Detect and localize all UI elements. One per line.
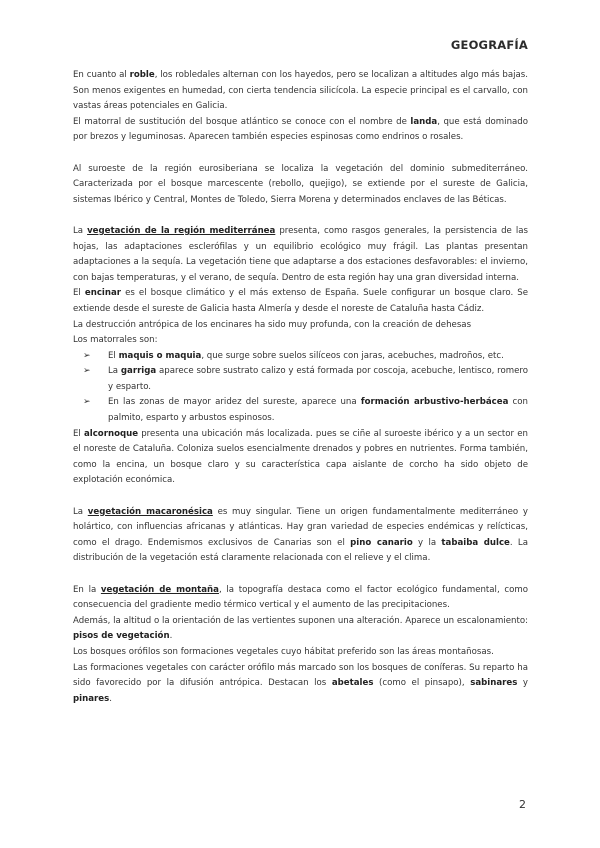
text: La bbox=[73, 506, 88, 517]
term-alcornoque: alcornoque bbox=[83, 428, 139, 439]
paragraph-coniferas bbox=[73, 661, 528, 708]
text: es el bosque climático y el más extenso de España. Suele configurar un bosque claro. Se extiende desde el sureste de Galicia hasta Almería y desde el noreste de Cataluña hasta Cádiz. bbox=[73, 288, 528, 314]
text: Al suroeste de la región eurosiberiana se localiza la vegetación del dominio submediterráneo. Caracterizada por el bosque marcescente (rebollo, quejigo), se extiende por el sureste de Galicia, sistemas Ibérico y Central, Montes de Toledo, Sierra Morena y determinados enclaves de las Béticas. bbox=[73, 163, 528, 205]
term-garriga: garriga bbox=[120, 366, 157, 377]
text: El bbox=[73, 428, 84, 439]
paragraph-orofilos bbox=[73, 645, 528, 661]
paragraph-dehesas bbox=[73, 318, 528, 334]
paragraph-region-mediterranea bbox=[73, 224, 528, 286]
paragraph-encinar bbox=[73, 286, 528, 317]
term-formacion-arbustivo-herbacea: formación arbustivo-herbácea bbox=[360, 397, 509, 408]
text: , que está dominado por brezos y leguminosas. Aparecen también especies espinosas como endrinos o rosales. bbox=[73, 116, 528, 143]
matorrales-list bbox=[73, 349, 528, 427]
arrow-bullet-icon: ➢ bbox=[83, 366, 91, 377]
term-encinar: encinar bbox=[84, 288, 122, 299]
text: y la bbox=[412, 537, 442, 548]
paragraph-alcornoque bbox=[73, 427, 528, 489]
term-vegetacion-macaronesica: vegetación macaronésica bbox=[87, 506, 213, 517]
paragraph-montana bbox=[73, 583, 528, 614]
text: . La distribución de la vegetación está claramente relacionada con el relieve y el clima. bbox=[73, 537, 528, 564]
text: . bbox=[109, 693, 112, 704]
term-sabinares: sabinares bbox=[470, 678, 518, 689]
text: es muy singular. Tiene un origen fundamentalmente mediterráneo y holártico, con influencias africanas y atlánticas. Hay gran variedad de especies endémicas y relícticas, como el drago. Endemismos exclusivos de Canarias son el bbox=[73, 506, 528, 548]
text: aparece sobre sustrato calizo y está formada por coscoja, acebuche, lentisco, romero y esparto. bbox=[108, 366, 528, 392]
text: El bbox=[108, 350, 119, 361]
paragraph-macaronesica bbox=[73, 505, 528, 567]
arrow-bullet-icon: ➢ bbox=[83, 397, 91, 408]
text: El matorral de sustitución del bosque atlántico se conoce con el nombre de bbox=[73, 116, 411, 127]
text: Las formaciones vegetales con carácter orófilo más marcado son los bosques de coníferas. Su reparto ha sido favorecido por la difusión antrópica. Destacan los bbox=[73, 662, 528, 689]
term-roble: roble bbox=[129, 70, 155, 80]
list-item bbox=[73, 364, 528, 395]
text: En la bbox=[73, 584, 101, 595]
page-number: 2 bbox=[519, 798, 526, 811]
text: presenta una ubicación más localizada. pues se ciñe al suroeste ibérico y a un sector en el noreste de Cataluña. Coloniza suelos esencialmente drenados y pobres en nutrientes. Forma también, como la encina, un bosque claro y su característica capa aislante de corcho ha sido objeto de explotación económica. bbox=[73, 428, 528, 486]
term-abetales: abetales bbox=[331, 678, 374, 689]
text: presenta, como rasgos generales, la persistencia de las hojas, las adaptaciones esclerófilas y un equilibrio ecológico muy frágil. Las plantas presentan adaptaciones a la sequía. La vegetación tiene que adaptarse a dos estaciones desfavorables: el invierno, con bajas temperaturas, y el verano, de sequía. Dentro de esta región hay una gran diversidad interna. bbox=[73, 225, 528, 283]
term-pino-canario: pino canario bbox=[350, 537, 413, 548]
paragraph-matorrales-intro bbox=[73, 333, 528, 349]
text: La bbox=[73, 225, 88, 236]
term-pisos-vegetacion: pisos de vegetación bbox=[73, 631, 170, 642]
term-vegetacion-montana: vegetación de montaña bbox=[100, 584, 219, 595]
text: , la topografía destaca como el factor ecológico fundamental, como consecuencia del gradiente medio térmico vertical y el aumento de las precipitaciones. bbox=[73, 584, 528, 611]
term-region-mediterranea: vegetación de la región mediterránea bbox=[87, 225, 276, 236]
text: (como el pinsapo), bbox=[373, 678, 471, 689]
document-body bbox=[73, 68, 528, 707]
text: En cuanto al bbox=[73, 70, 130, 80]
term-tabaiba-dulce: tabaiba dulce bbox=[441, 537, 510, 548]
text: El bbox=[73, 288, 85, 299]
paragraph-pisos bbox=[73, 614, 528, 645]
page-header-title: GEOGRAFÍA bbox=[450, 38, 528, 52]
text: Los bosques orófilos son formaciones vegetales cuyo hábitat preferido son las áreas montañosas. bbox=[73, 646, 494, 657]
text: , los robledales alternan con los hayedos, pero se localizan a altitudes algo más bajas. Son menos exigentes en humedad, con cierta tendencia silicícola. La especie principal es el carvallo, con vastas áreas potenciales en Galicia. bbox=[73, 70, 528, 112]
text: La bbox=[108, 366, 121, 377]
text: con palmito, esparto y arbustos espinosos. bbox=[108, 397, 528, 424]
paragraph-roble bbox=[73, 68, 528, 115]
paragraph-landa bbox=[73, 115, 528, 146]
term-landa: landa bbox=[410, 116, 438, 127]
text: Además, la altitud o la orientación de las vertientes suponen una alteración. Aparece un escalonamiento: bbox=[73, 615, 528, 626]
text: Los matorrales son: bbox=[73, 335, 158, 346]
arrow-bullet-icon: ➢ bbox=[83, 350, 91, 361]
text: La destrucción antrópica de los encinares ha sido muy profunda, con la creación de dehesas bbox=[73, 319, 472, 330]
text: , que surge sobre suelos silíceos con jaras, acebuches, madroños, etc. bbox=[201, 350, 504, 361]
paragraph-submediterraneo bbox=[73, 162, 528, 209]
term-pinares: pinares bbox=[73, 693, 110, 704]
text: y bbox=[517, 678, 528, 689]
list-item bbox=[73, 395, 528, 426]
text: . bbox=[169, 631, 173, 642]
list-item bbox=[73, 349, 528, 365]
term-maquis: maquis o maquia bbox=[118, 350, 202, 361]
text: En las zonas de mayor aridez del sureste, aparece una bbox=[108, 397, 361, 408]
